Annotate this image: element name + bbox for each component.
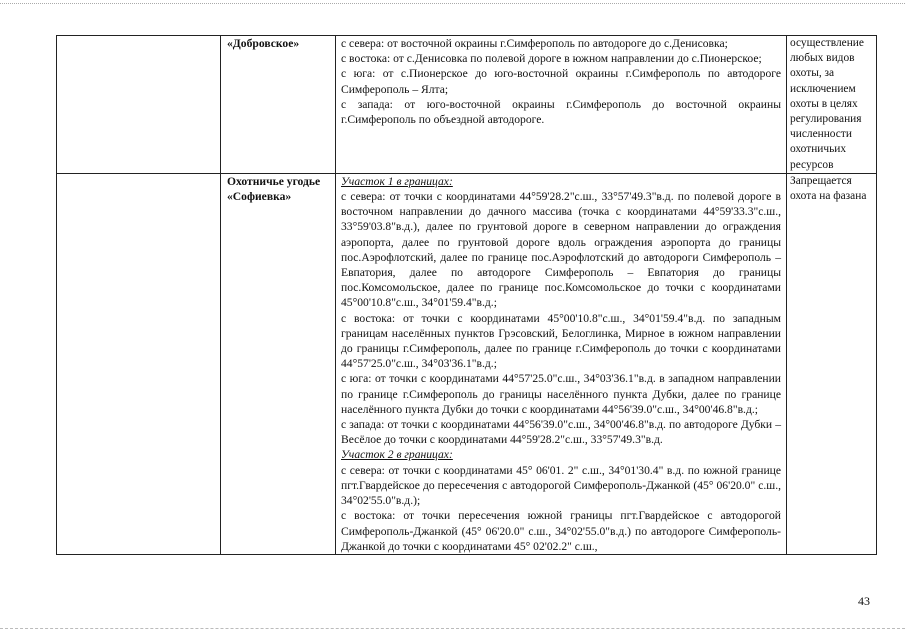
restriction-text: осуществление любых видов охоты, за исключением охоты в целях регулирования численности охотничьих ресурсов	[790, 37, 864, 171]
restriction-cell	[787, 173, 877, 554]
restriction-text: Запрещается охота на фазана	[790, 174, 867, 203]
scan-edge-top	[0, 3, 905, 4]
boundary-north: с севера: от точки с координатами 45° 06'01. 2" с.ш., 34°01'30.4" в.д. по южной границе пгт.Гвардейское до пересечения с автодорогой Симферополь-Джанкой (45° 06'20.0" с.ш., 34°02'55.0"в.д.);	[341, 463, 781, 508]
boundary-north: с севера: от точки с координатами 44°59'28.2"с.ш., 33°57'49.3"в.д. по полевой дороге в восточном направлении до дачного массива (точка с координатами 44°59'33.3"с.ш., 33°59'03.8"в.д.), далее по грунтовой дороге в северном направлении до ограждения аэропорта, далее по грунтовой дороге вдоль ограждения аэропорта до границы пос.Аэрофлотский, далее по границе пос.Аэрофлотский до автодороги Симферополь – Евпатория, далее по автодороге Симферополь – Евпатория до границы пос.Комсомольское, далее по границе пос.Комсомольское до точки с координатами 45°00'10.8"с.ш., 34°01'59.4"в.д.;	[341, 190, 781, 310]
boundaries-cell	[336, 36, 787, 174]
empty-cell	[57, 173, 221, 554]
section-heading: Участок 2 в границах:	[341, 448, 453, 462]
page-number: 43	[858, 594, 870, 608]
boundary-south: с юга: от точки с координатами 44°57'25.0"с.ш., 34°03'36.1"в.д. в западном направлении по границе г.Симферополь до границы населённого пункта Дубки, далее по границе населённого пункта Дубки до точки с координатами 44°56'39.0"с.ш., 34°00'46.8"в.д.;	[341, 372, 781, 416]
boundaries-cell	[336, 173, 787, 554]
ground-name-cell	[221, 173, 336, 554]
boundary-west: с запада: от точки с координатами 44°56'39.0"с.ш., 34°00'46.8"в.д. по автодороге Дубки – Весёлое до точки с координатами 44°59'28.2"с.ш., 33°57'49.3"в.д.	[341, 418, 781, 447]
boundary-east: с востока: от точки пересечения южной границы пгт.Гвардейское с автодорогой Симферополь-Джанкой (45° 06'20.0" с.ш., 34°02'55.0"в.д.) по автодороге Симферополь-Джанкой до точки с координатами 45° 02'02.2" с.ш.,	[341, 509, 781, 553]
section-heading: Участок 1 в границах:	[341, 174, 453, 188]
ground-name: «Добровское»	[227, 37, 300, 50]
scan-edge-bottom	[0, 628, 905, 629]
ground-name-line1: Охотничье угодье	[227, 174, 321, 188]
boundary-west: с запада: от юго-восточной окраины г.Симферополь до восточной окраины г.Симферополь по объездной автодороге.	[341, 97, 781, 127]
ground-name-line2: «Софиевка»	[227, 190, 292, 204]
restriction-cell	[787, 36, 877, 174]
table-row	[57, 173, 877, 554]
empty-cell	[57, 36, 221, 174]
boundary-south: с юга: от с.Пионерское до юго-восточной окраины г.Симферополь по автодороге Симферополь – Ялта;	[341, 67, 781, 96]
boundary-east: с востока: от с.Денисовка по полевой дороге в южном направлении до с.Пионерское;	[341, 52, 762, 66]
boundary-north: с севера: от восточной окраины г.Симферополь по автодороге до с.Денисовка;	[341, 37, 728, 50]
table-row	[57, 36, 877, 174]
boundary-east: с востока: от точки с координатами 45°00'10.8"с.ш., 34°01'59.4"в.д. по западным границам населённых пунктов Грэсовский, Белоглинка, Мирное в южном направлении до границы г.Симферополь, далее по границе г.Симферополь до точки с координатами 44°57'25.0"с.ш., 34°03'36.1"в.д.;	[341, 311, 781, 371]
ground-name-cell	[221, 36, 336, 174]
hunting-grounds-table	[56, 35, 877, 555]
